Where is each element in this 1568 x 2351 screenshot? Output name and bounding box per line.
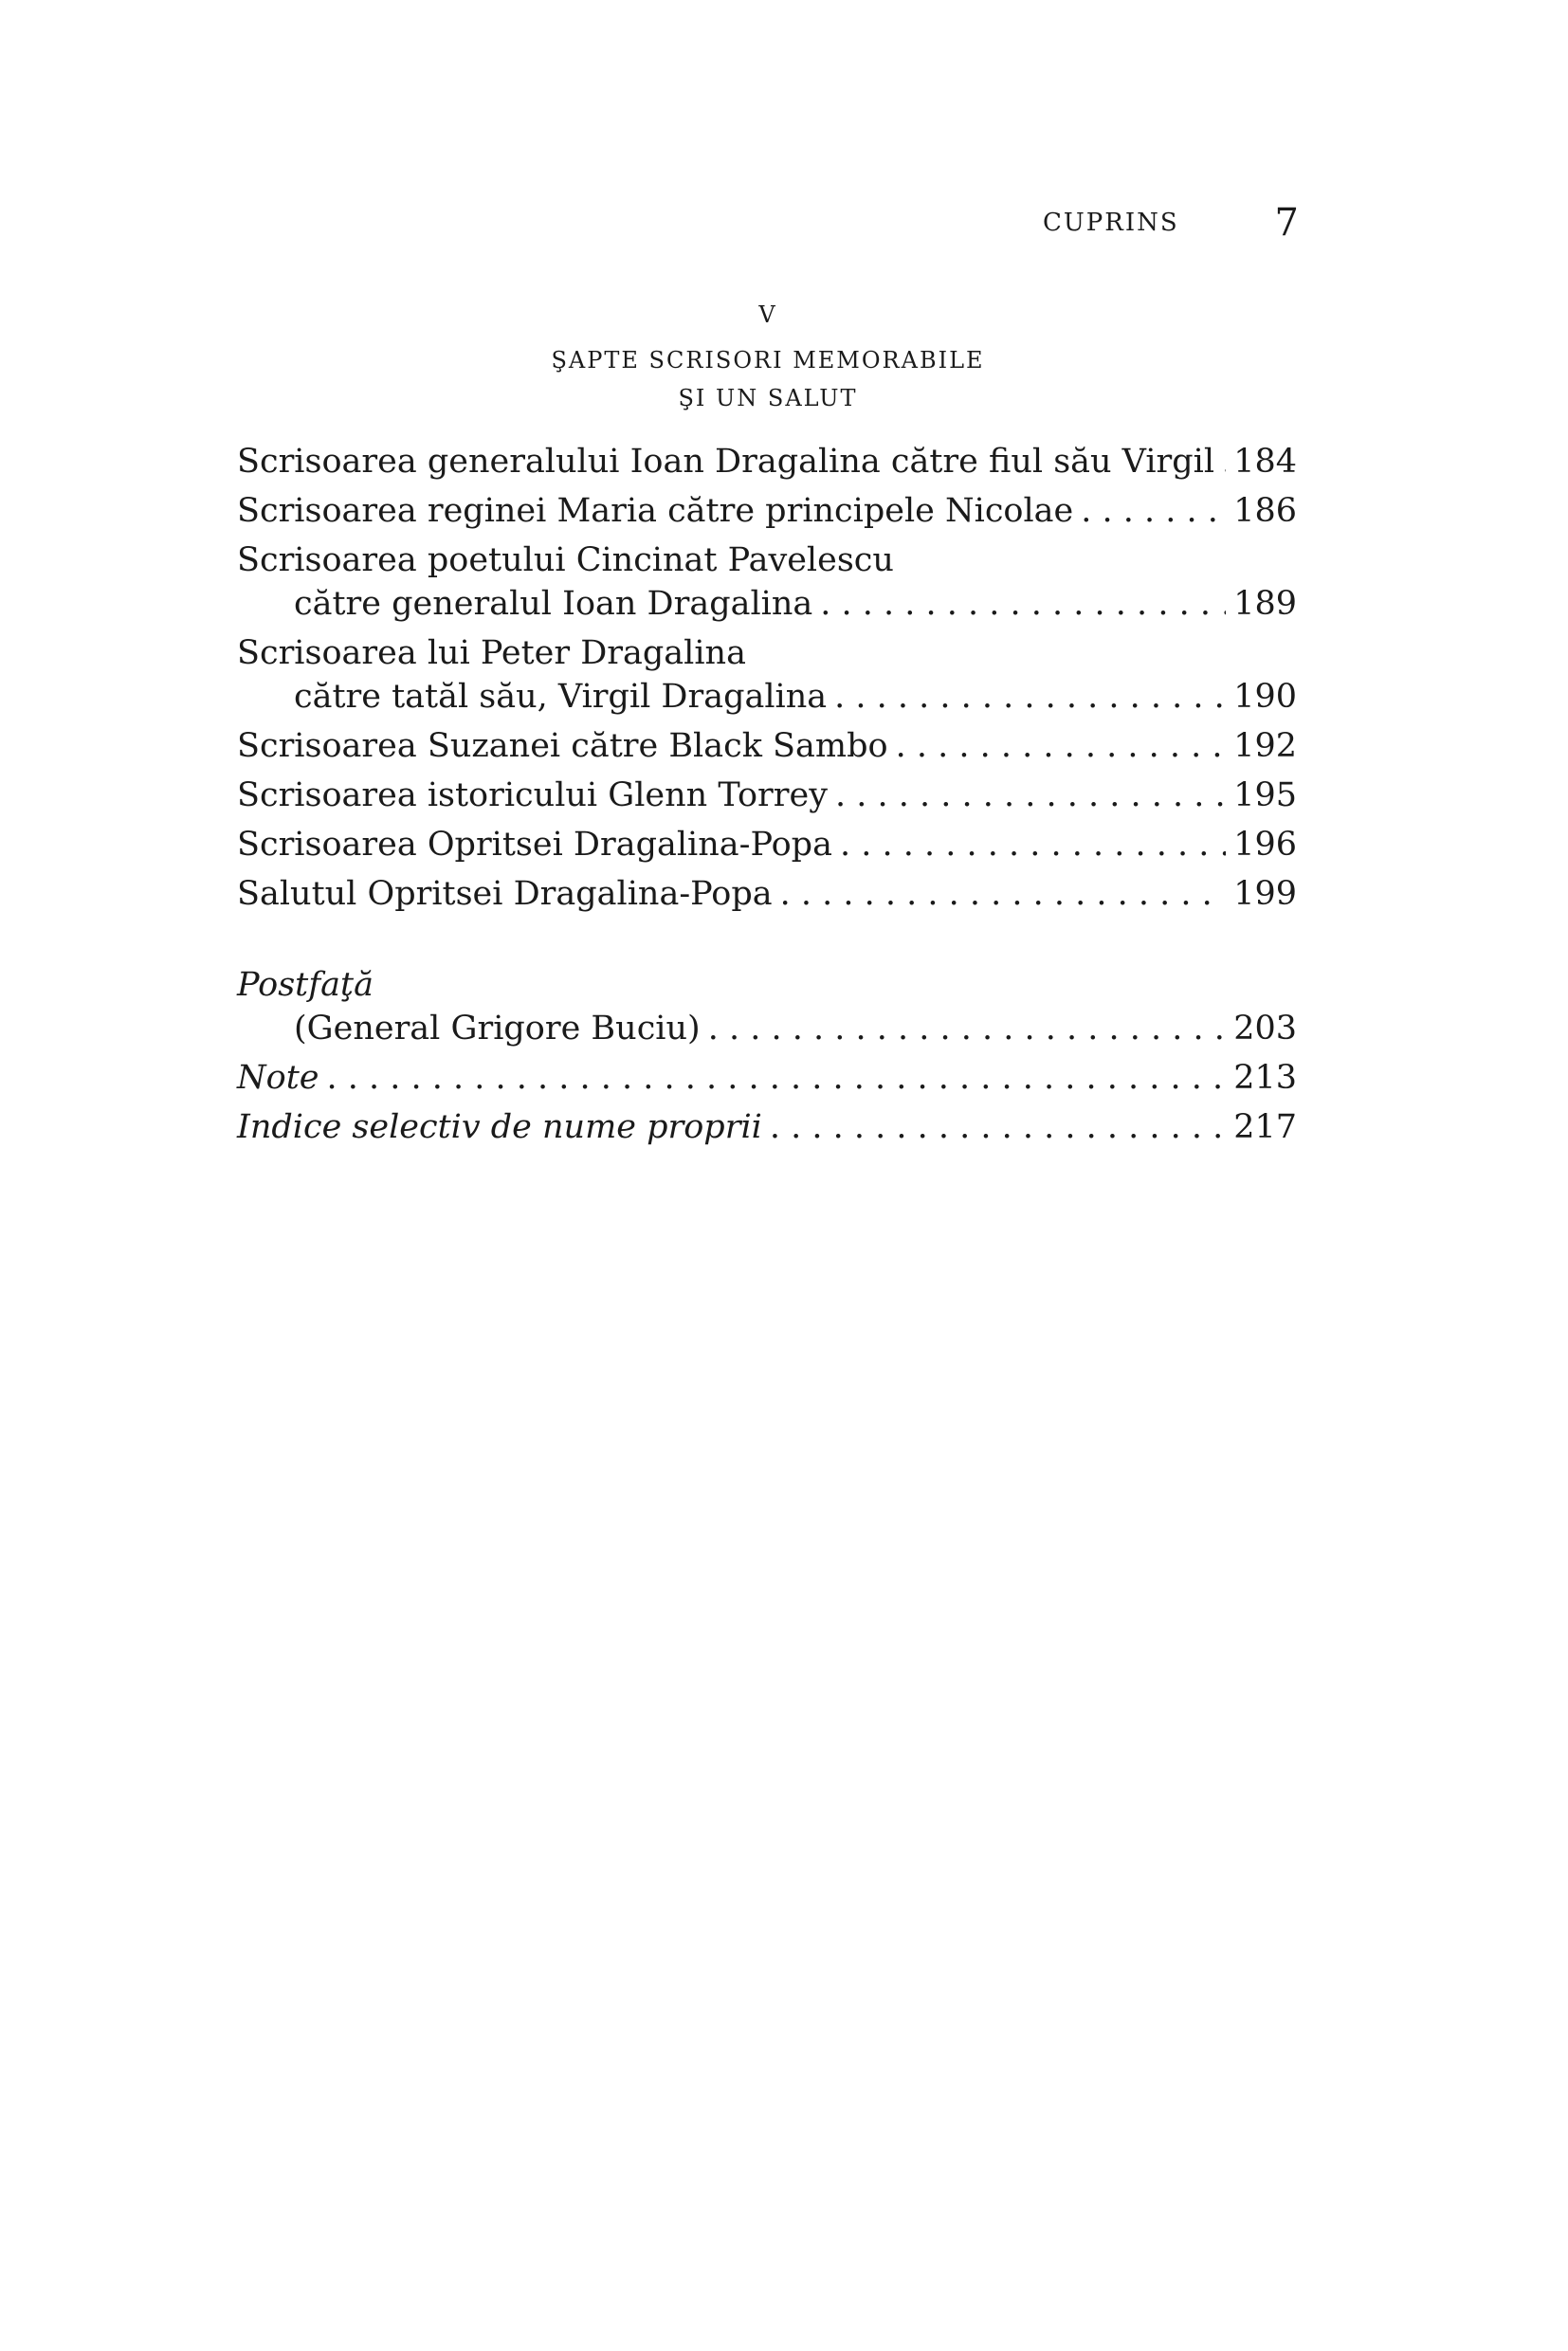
dot-leader (896, 724, 1227, 768)
toc-entry[interactable] (237, 872, 1297, 916)
toc-entry-title: Scrisoarea generalului Ioan Dragalina către fiul său Virgil (237, 443, 1215, 481)
dot-leader (1081, 489, 1226, 533)
toc-entry[interactable] (237, 823, 1297, 866)
dot-leader (770, 1105, 1226, 1149)
toc-entry-page: 189 (1233, 585, 1297, 623)
table-of-contents (237, 440, 1297, 1149)
section-title-line-2: ŞI UN SALUT (678, 385, 858, 411)
toc-entry[interactable] (237, 440, 1297, 483)
toc-entry-subtitle: către generalul Ioan Dragalina (294, 585, 813, 623)
dot-leader (820, 582, 1226, 626)
toc-entry-title: Indice selectiv de nume proprii (237, 1108, 762, 1146)
toc-entry-page: 217 (1233, 1108, 1297, 1146)
toc-entry-page: 192 (1233, 727, 1297, 765)
toc-entry-index[interactable] (237, 1105, 1297, 1149)
page-number: 7 (1274, 201, 1299, 245)
toc-entry-title: Postfaţă (237, 966, 374, 1004)
toc-entry-page: 203 (1233, 1010, 1297, 1048)
toc-entry-title: Scrisoarea istoricului Glenn Torrey (237, 776, 828, 814)
toc-entry-subtitle: (General Grigore Buciu) (294, 1010, 701, 1048)
toc-entry-notes[interactable] (237, 1056, 1297, 1100)
toc-entry-title: Scrisoarea Suzanei către Black Sambo (237, 727, 888, 765)
dot-leader (780, 872, 1227, 916)
spacer (237, 916, 1297, 963)
section-numeral: V (758, 301, 777, 328)
dot-leader (835, 774, 1226, 817)
toc-entry-title: Note (237, 1059, 319, 1097)
toc-entry[interactable] (237, 724, 1297, 768)
dot-leader (708, 1007, 1227, 1050)
toc-entry-title: Scrisoarea poetului Cincinat Pavelescu (237, 541, 894, 579)
toc-entry-page: 195 (1233, 776, 1297, 814)
toc-entry-page: 186 (1233, 492, 1297, 530)
toc-entry-title: Scrisoarea reginei Maria către principele Nicolae (237, 492, 1074, 530)
toc-entry-page: 196 (1233, 826, 1297, 864)
dot-leader (834, 675, 1226, 719)
dot-leader (326, 1056, 1226, 1100)
toc-entry-postface[interactable] (237, 963, 1297, 1050)
toc-entry-title: Salutul Opritsei Dragalina-Popa (237, 875, 773, 913)
toc-entry[interactable] (237, 774, 1297, 817)
toc-entry-page: 190 (1233, 678, 1297, 716)
toc-entry-title: Scrisoarea lui Peter Dragalina (237, 634, 746, 672)
toc-entry[interactable] (237, 538, 1297, 626)
toc-entry[interactable] (237, 489, 1297, 533)
toc-entry-page: 213 (1233, 1059, 1297, 1097)
toc-entry-subtitle: către tatăl său, Virgil Dragalina (294, 678, 828, 716)
running-head (948, 201, 1299, 248)
toc-entry-title: Scrisoarea Opritsei Dragalina-Popa (237, 826, 832, 864)
running-title: CUPRINS (1043, 209, 1179, 237)
section-title-line-1: ŞAPTE SCRISORI MEMORABILE (551, 347, 985, 374)
toc-entry-page: 199 (1233, 875, 1297, 913)
dot-leader (840, 823, 1226, 866)
toc-entry[interactable] (237, 631, 1297, 719)
dot-leader (1222, 440, 1226, 483)
toc-entry-page: 184 (1233, 443, 1297, 481)
